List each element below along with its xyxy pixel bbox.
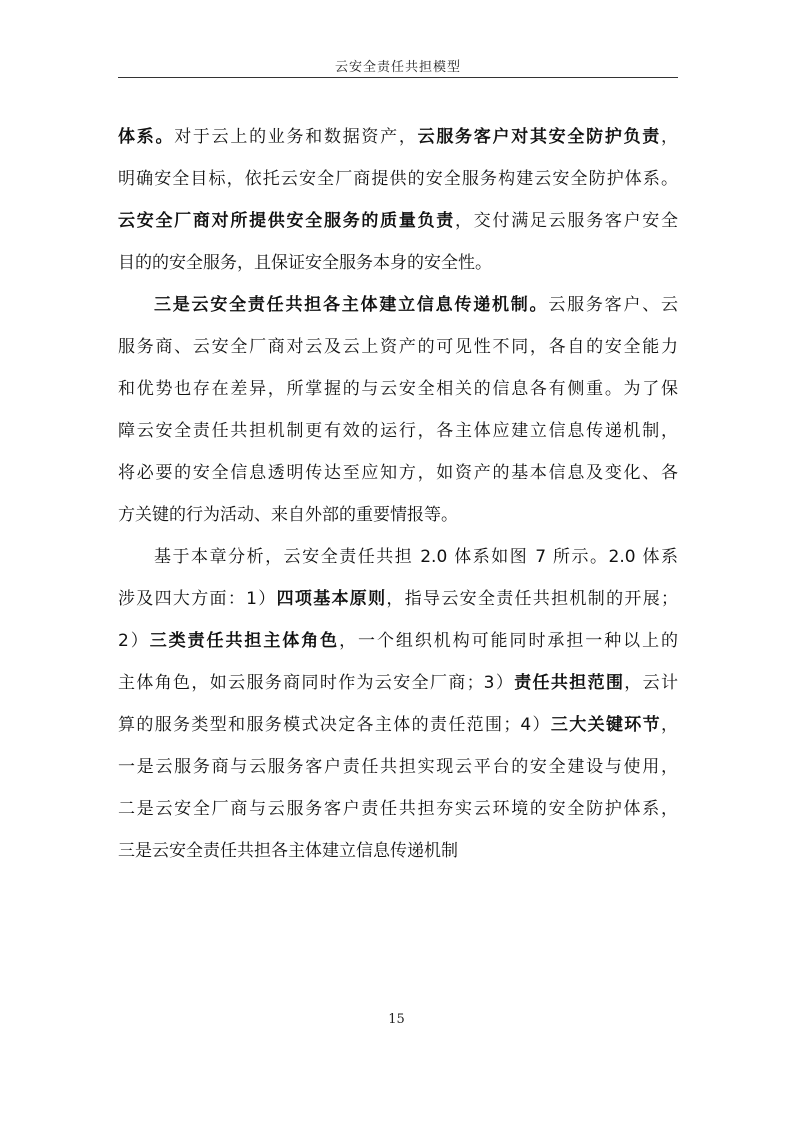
text-line [118, 200, 678, 242]
page-number: 15 [388, 1012, 405, 1027]
text-line [118, 326, 678, 368]
text-run: 三是云安全责任共担各主体建立信息传递机制 [118, 841, 458, 861]
text-line [118, 368, 678, 410]
text-line [118, 830, 678, 872]
bold-text-run: 四项基本原则 [276, 589, 387, 609]
bold-text-run: 三类责任共担主体角色 [149, 631, 340, 651]
bold-text-run: 云安全厂商对所提供安全服务的质量负责 [118, 211, 456, 231]
text-run: 方关键的行为活动、来自外部的重要情报等。 [118, 505, 458, 525]
text-line [118, 704, 678, 746]
bold-text-run: 三大关键环节 [550, 715, 661, 735]
bold-text-run: 三是云安全责任共担各主体建立信息传递机制。 [154, 295, 549, 315]
text-run: ，交付满足云服务客户安全 [455, 211, 678, 231]
text-line [118, 536, 678, 578]
text-line [118, 158, 678, 200]
text-run: 基于本章分析，云安全责任共担 2.0 体系如图 7 所示。2.0 体系 [154, 547, 678, 567]
text-line [118, 746, 678, 788]
text-run: ， [661, 127, 678, 147]
text-line [118, 662, 678, 704]
text-run: 障云安全责任共担机制更有效的运行，各主体应建立信息传递机制， [118, 421, 678, 441]
text-run: ，一个组织机构可能同时承担一种以上的 [339, 631, 678, 651]
text-line [118, 116, 678, 158]
text-run: 明确安全目标，依托云安全厂商提供的安全服务构建云安全防护体系。 [118, 169, 678, 189]
page-header-title: 云安全责任共担模型 [334, 60, 461, 75]
text-run: 对于云上的业务和数据资产， [174, 127, 418, 147]
header-divider [118, 77, 678, 78]
text-run: 2） [118, 631, 150, 651]
text-line [118, 494, 678, 536]
text-line [118, 452, 678, 494]
text-run: 云服务客户、云 [548, 295, 678, 315]
text-line [118, 410, 678, 452]
bold-text-run: 云服务客户对其安全防护负责 [417, 127, 662, 147]
text-run: ， [661, 715, 678, 735]
text-run: 将必要的安全信息透明传达至应知方，如资产的基本信息及变化、各 [118, 463, 678, 483]
text-run: 涉及四大方面：1） [118, 589, 277, 609]
text-run: ，云计 [624, 673, 678, 693]
text-run: 和优势也存在差异，所掌握的与云安全相关的信息各有侧重。为了保 [118, 379, 678, 399]
text-run: ，指导云安全责任共担机制的开展； [386, 589, 678, 609]
text-line [118, 284, 678, 326]
text-run: 主体角色，如云服务商同时作为云安全厂商；3） [118, 673, 515, 693]
text-line [118, 578, 678, 620]
text-run: 服务商、云安全厂商对云及云上资产的可见性不同，各自的安全能力 [118, 337, 678, 357]
text-run: 算的服务类型和服务模式决定各主体的责任范围；4） [118, 715, 551, 735]
text-run: 一是云服务商与云服务客户责任共担实现云平台的安全建设与使用， [118, 757, 678, 777]
text-line [118, 620, 678, 662]
document-body [118, 116, 678, 872]
text-run: 二是云安全厂商与云服务客户责任共担夯实云环境的安全防护体系， [118, 799, 678, 819]
text-line [118, 788, 678, 830]
text-line [118, 242, 678, 284]
bold-text-run: 体系。 [118, 127, 175, 147]
text-run: 目的的安全服务，且保证安全服务本身的安全性。 [118, 253, 492, 273]
bold-text-run: 责任共担范围 [514, 673, 625, 693]
